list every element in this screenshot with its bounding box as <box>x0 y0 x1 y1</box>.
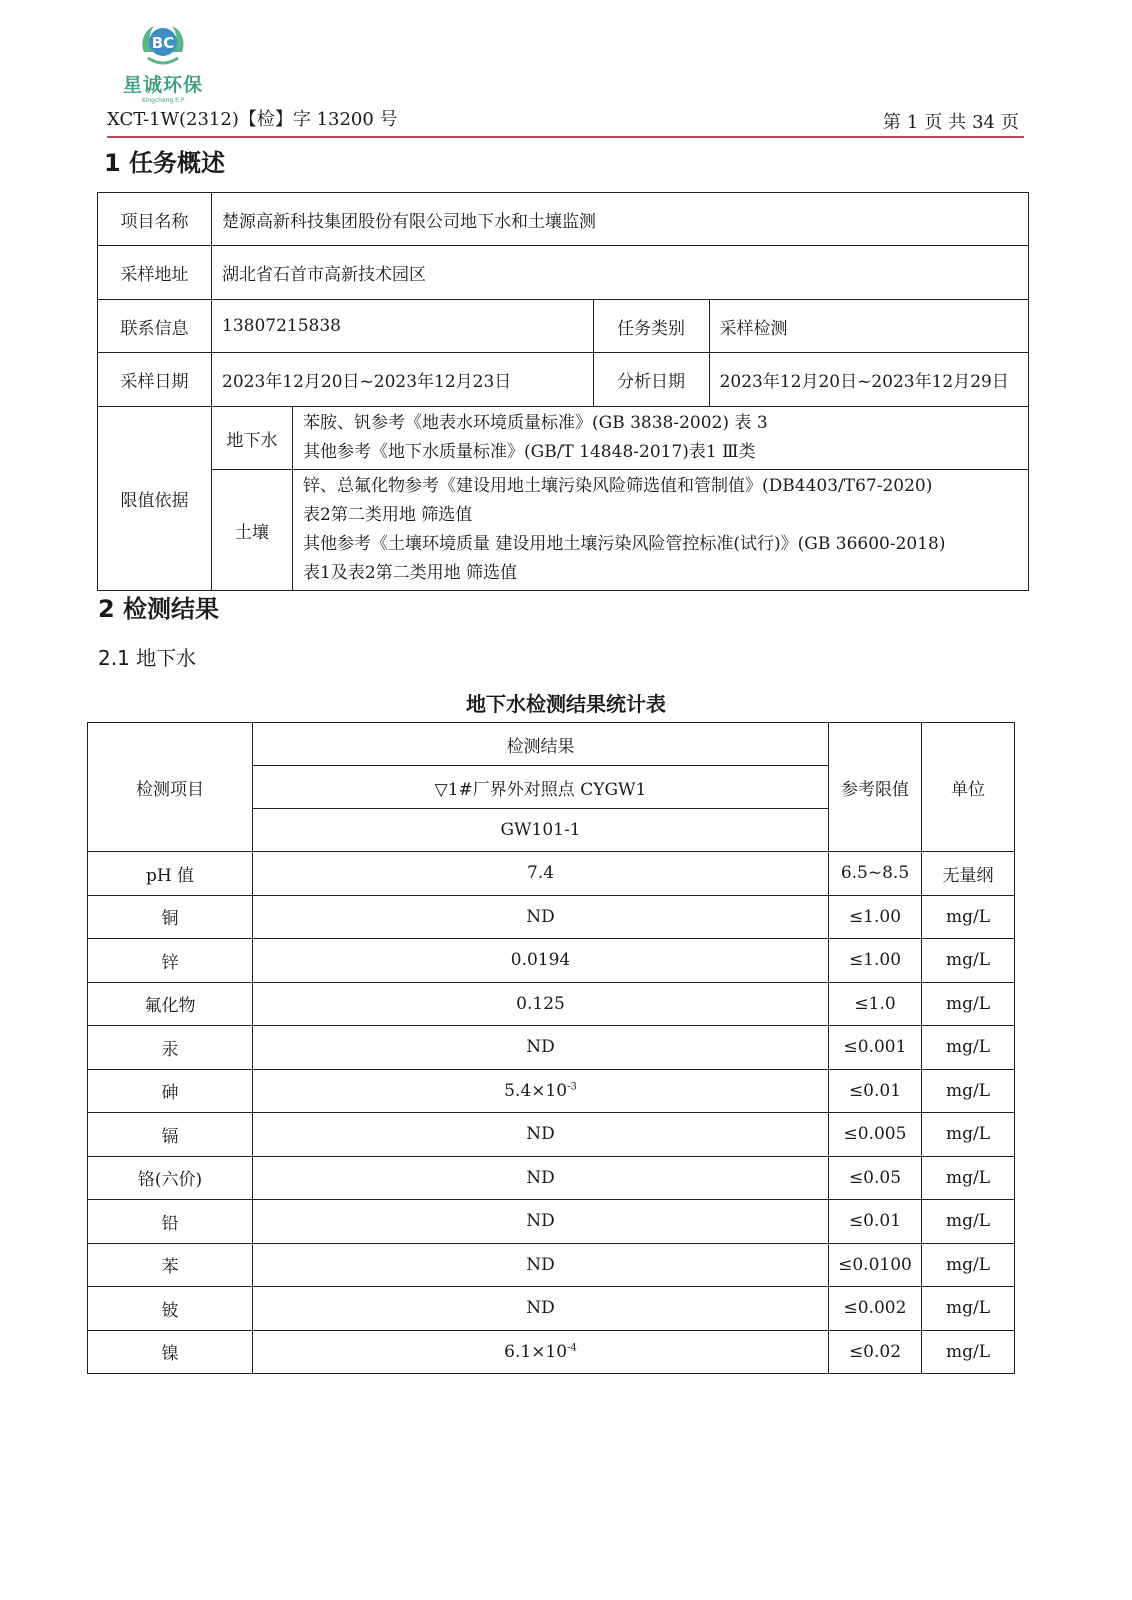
row-limit-text: ≤0.05 <box>848 1167 902 1188</box>
row-unit-text: mg/L <box>945 1211 991 1232</box>
table-row <box>98 353 1029 407</box>
sample-date-label: 采样日期 <box>98 353 212 407</box>
groundwater-label: 地下水 <box>212 407 293 470</box>
section1-title: 1 任务概述 <box>104 149 226 177</box>
page-total: 34 <box>972 112 995 133</box>
table-header-row <box>88 723 1015 766</box>
page-prefix: 第 <box>882 112 901 133</box>
row-unit-text: mg/L <box>945 906 991 927</box>
table-row <box>88 939 1015 983</box>
row-item-text: 汞 <box>161 1039 179 1060</box>
row-unit-text: mg/L <box>945 1167 991 1188</box>
task-overview-table <box>97 192 1029 591</box>
row-item-text: 铜 <box>161 909 179 930</box>
row-limit <box>829 982 922 1026</box>
section2-subtitle: 2.1 地下水 <box>98 646 197 670</box>
row-result <box>253 1026 829 1070</box>
row-result <box>253 1330 829 1374</box>
results-body <box>88 852 1015 1374</box>
row-unit <box>922 939 1015 983</box>
row-result-text: 0.125 <box>516 993 565 1014</box>
table-row <box>88 1287 1015 1331</box>
logo-emblem-icon <box>138 22 188 68</box>
sample-date-value: 2023年12月20日~2023年12月23日 <box>212 353 594 407</box>
project-label: 项目名称 <box>98 193 212 246</box>
row-unit <box>922 852 1015 896</box>
row-limit-text: ≤0.0100 <box>838 1254 912 1275</box>
table-row <box>98 193 1029 246</box>
logo-text-cn: 星诚环保 <box>122 74 203 96</box>
table-row <box>88 1200 1015 1244</box>
row-unit <box>922 1330 1015 1374</box>
row-limit <box>829 1243 922 1287</box>
soil-basis <box>293 470 1029 591</box>
row-limit <box>829 1200 922 1244</box>
row-unit <box>922 1069 1015 1113</box>
row-limit-text: ≤0.01 <box>848 1211 902 1232</box>
row-item <box>88 939 253 983</box>
row-unit <box>922 895 1015 939</box>
row-result-text: 6.1×10 <box>504 1341 568 1362</box>
company-logo <box>118 22 208 104</box>
row-limit-text: ≤1.0 <box>854 993 896 1014</box>
basis-label: 限值依据 <box>98 407 212 591</box>
page-current: 1 <box>906 112 919 133</box>
analysis-date-label: 分析日期 <box>593 353 709 407</box>
row-unit-text: mg/L <box>945 950 991 971</box>
row-unit <box>922 982 1015 1026</box>
row-item <box>88 1330 253 1374</box>
row-limit <box>829 1069 922 1113</box>
col-header-limit: 参考限值 <box>829 723 922 852</box>
row-result-exponent: -3 <box>567 1081 577 1093</box>
row-result-text: ND <box>526 1254 555 1275</box>
row-result-text: ND <box>526 1124 555 1145</box>
page-suffix: 页 <box>1001 112 1019 133</box>
row-unit-text: mg/L <box>945 993 991 1014</box>
row-result-text: 7.4 <box>526 863 555 884</box>
table-row <box>88 1026 1015 1070</box>
row-item-text: 镍 <box>161 1344 179 1365</box>
groundwater-basis <box>293 407 1029 470</box>
row-item-text: 氟化物 <box>144 996 196 1017</box>
table-row <box>88 1113 1015 1157</box>
table-row <box>88 852 1015 896</box>
row-result <box>253 1069 829 1113</box>
contact-value: 13807215838 <box>212 300 594 353</box>
row-limit-text: ≤0.001 <box>843 1037 907 1058</box>
table-row <box>88 1069 1015 1113</box>
project-value: 楚源高新科技集团股份有限公司地下水和土壤监测 <box>212 193 1029 246</box>
row-result <box>253 852 829 896</box>
results-table-title: 地下水检测结果统计表 <box>466 692 666 716</box>
row-unit <box>922 1287 1015 1331</box>
row-limit <box>829 1156 922 1200</box>
row-limit <box>829 939 922 983</box>
row-limit-text: 6.5~8.5 <box>840 863 910 884</box>
row-unit <box>922 1156 1015 1200</box>
row-limit-text: ≤0.01 <box>848 1080 902 1101</box>
row-item-text: 铍 <box>161 1300 179 1321</box>
row-item-text: 砷 <box>161 1083 179 1104</box>
row-result <box>253 982 829 1026</box>
row-result-text: 0.0194 <box>510 950 571 971</box>
row-item-text: 铬(六价) <box>137 1170 203 1191</box>
address-label: 采样地址 <box>98 246 212 300</box>
contact-label: 联系信息 <box>98 300 212 353</box>
row-result-text: ND <box>526 1211 555 1232</box>
row-limit-text: ≤0.002 <box>843 1298 907 1319</box>
page-indicator <box>880 108 1022 134</box>
col-header-result: 检测结果 <box>253 723 829 766</box>
row-item <box>88 982 253 1026</box>
analysis-date-value: 2023年12月20日~2023年12月29日 <box>709 353 1028 407</box>
row-unit <box>922 1243 1015 1287</box>
row-result-text: 5.4×10 <box>504 1080 568 1101</box>
row-item <box>88 1200 253 1244</box>
row-limit-text: ≤1.00 <box>848 906 902 927</box>
table-row <box>88 895 1015 939</box>
row-unit-text: mg/L <box>945 1080 991 1101</box>
groundwater-basis-line1: 苯胺、钒参考《地表水环境质量标准》(GB 3838-2002) 表 3 <box>303 413 768 433</box>
row-unit-text: mg/L <box>945 1298 991 1319</box>
row-result <box>253 939 829 983</box>
row-item <box>88 1243 253 1287</box>
col-header-unit: 单位 <box>922 723 1015 852</box>
row-result <box>253 895 829 939</box>
row-result-text: ND <box>526 1167 555 1188</box>
row-unit-text: mg/L <box>945 1341 991 1362</box>
table-row <box>98 300 1029 353</box>
row-item-text: 锌 <box>161 952 179 973</box>
row-result <box>253 1243 829 1287</box>
row-unit-text: mg/L <box>945 1124 991 1145</box>
row-item <box>88 1026 253 1070</box>
table-row <box>88 1330 1015 1374</box>
row-result-text: ND <box>526 906 555 927</box>
col-header-point: ▽1#厂界外对照点 CYGW1 <box>253 766 829 809</box>
row-unit-text: mg/L <box>945 1254 991 1275</box>
row-item-text: pH 值 <box>145 865 195 886</box>
table-row <box>98 470 1029 591</box>
soil-basis-line3: 其他参考《土壤环境质量 建设用地土壤污染风险管控标准(试行)》(GB 36600-2018) <box>303 534 946 554</box>
row-result <box>253 1287 829 1331</box>
table-row <box>98 246 1029 300</box>
row-item <box>88 1113 253 1157</box>
groundwater-results-table <box>87 722 1015 1374</box>
groundwater-basis-line2: 其他参考《地下水质量标准》(GB/T 14848-2017)表1 Ⅲ类 <box>303 442 756 462</box>
row-limit <box>829 1113 922 1157</box>
soil-label: 土壤 <box>212 470 293 591</box>
table-row <box>98 407 1029 470</box>
row-limit <box>829 852 922 896</box>
report-number: XCT-1W(2312)【检】字 13200 号 <box>107 109 398 130</box>
page-mid: 页 共 <box>924 112 967 133</box>
soil-basis-line4: 表1及表2第二类用地 筛选值 <box>303 563 518 583</box>
row-result <box>253 1156 829 1200</box>
row-limit-text: ≤0.005 <box>843 1124 907 1145</box>
row-result-exponent: -4 <box>567 1342 577 1354</box>
soil-basis-line1: 锌、总氟化物参考《建设用地土壤污染风险筛选值和管制值》(DB4403/T67-2020) <box>303 476 933 496</box>
task-type-value: 采样检测 <box>709 300 1028 353</box>
soil-basis-line2: 表2第二类用地 筛选值 <box>303 505 473 525</box>
row-item <box>88 1069 253 1113</box>
row-limit-text: ≤1.00 <box>848 950 902 971</box>
header-divider <box>107 136 1024 138</box>
row-item-text: 镉 <box>161 1126 179 1147</box>
col-header-item: 检测项目 <box>88 723 253 852</box>
row-unit-text: mg/L <box>945 1037 991 1058</box>
svg-text:BC: BC <box>151 34 175 52</box>
row-item <box>88 895 253 939</box>
row-item-text: 铅 <box>161 1213 179 1234</box>
row-limit <box>829 1026 922 1070</box>
row-limit <box>829 1330 922 1374</box>
logo-text-en: Xingcheng E.P <box>141 97 185 104</box>
table-row <box>88 982 1015 1026</box>
table-row <box>88 1156 1015 1200</box>
row-limit <box>829 895 922 939</box>
row-result <box>253 1200 829 1244</box>
row-unit <box>922 1113 1015 1157</box>
row-result-text: ND <box>526 1298 555 1319</box>
row-item <box>88 852 253 896</box>
row-item <box>88 1287 253 1331</box>
address-value: 湖北省石首市高新技术园区 <box>212 246 1029 300</box>
table-row <box>88 1243 1015 1287</box>
task-type-label: 任务类别 <box>593 300 709 353</box>
row-unit-text: 无量纲 <box>942 865 994 886</box>
row-item <box>88 1156 253 1200</box>
section2-title: 2 检测结果 <box>98 595 220 623</box>
row-item-text: 苯 <box>161 1257 179 1278</box>
row-unit <box>922 1200 1015 1244</box>
row-limit <box>829 1287 922 1331</box>
row-result <box>253 1113 829 1157</box>
row-result-text: ND <box>526 1037 555 1058</box>
row-limit-text: ≤0.02 <box>848 1341 902 1362</box>
col-header-sample: GW101-1 <box>253 809 829 852</box>
row-unit <box>922 1026 1015 1070</box>
